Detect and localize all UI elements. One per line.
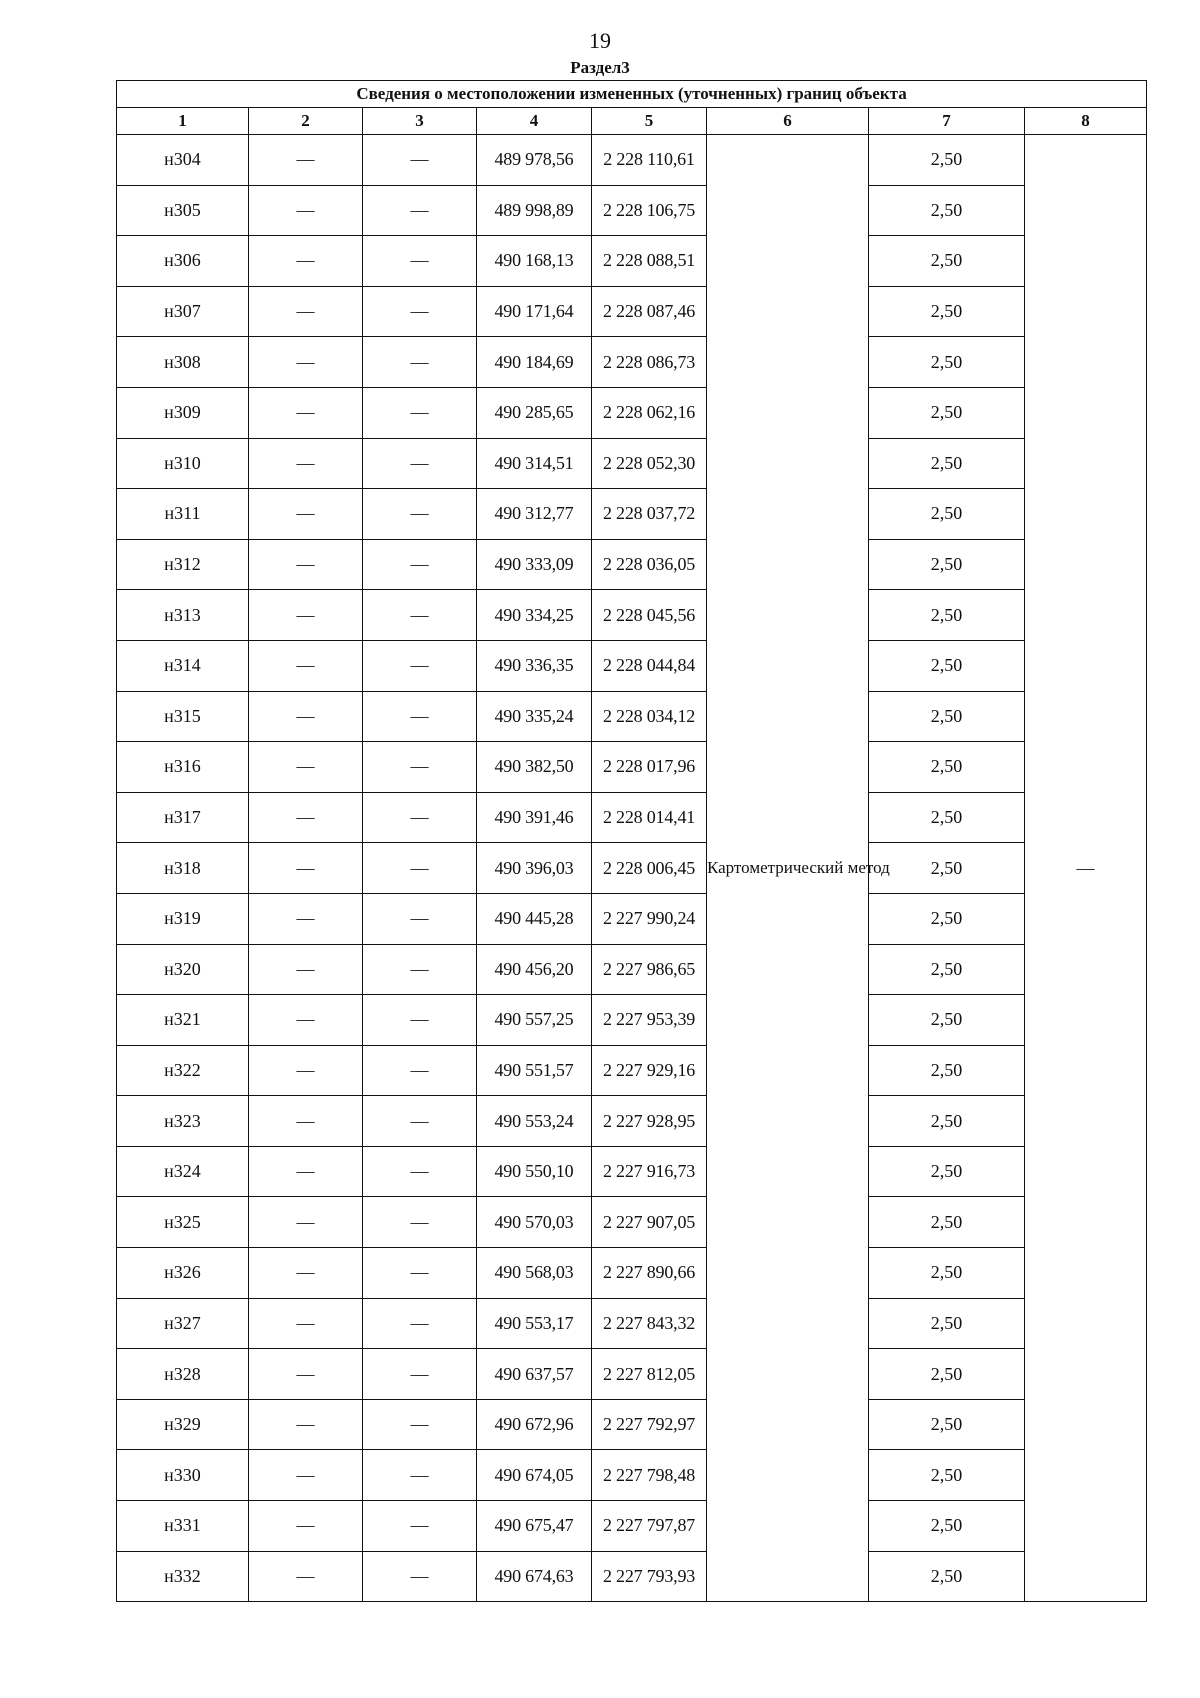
y-coordinate-cell: 2 227 929,16 xyxy=(592,1045,707,1096)
column-3-cell: — xyxy=(363,843,477,894)
y-coordinate-cell: 2 228 062,16 xyxy=(592,387,707,438)
column-3-cell: — xyxy=(363,1450,477,1501)
accuracy-cell: 2,50 xyxy=(869,1501,1025,1552)
point-number-cell: н314 xyxy=(117,640,249,691)
column-2-cell: — xyxy=(249,1349,363,1400)
accuracy-cell: 2,50 xyxy=(869,1197,1025,1248)
table-body xyxy=(117,135,1147,1602)
table-row xyxy=(117,742,1147,793)
table-row xyxy=(117,995,1147,1046)
y-coordinate-cell: 2 227 812,05 xyxy=(592,1349,707,1400)
column-header: 8 xyxy=(1025,108,1147,135)
column-2-cell: — xyxy=(249,236,363,287)
column-2-cell: — xyxy=(249,1450,363,1501)
section-title: Раздел3 xyxy=(570,58,630,77)
column-3-cell: — xyxy=(363,337,477,388)
x-coordinate-cell: 490 285,65 xyxy=(477,387,592,438)
point-number-cell: н320 xyxy=(117,944,249,995)
x-coordinate-cell: 490 550,10 xyxy=(477,1146,592,1197)
table-row xyxy=(117,337,1147,388)
accuracy-cell: 2,50 xyxy=(869,590,1025,641)
y-coordinate-cell: 2 227 798,48 xyxy=(592,1450,707,1501)
y-coordinate-cell: 2 227 990,24 xyxy=(592,893,707,944)
x-coordinate-cell: 489 998,89 xyxy=(477,185,592,236)
x-coordinate-cell: 490 672,96 xyxy=(477,1399,592,1450)
column-2-cell: — xyxy=(249,185,363,236)
point-number-cell: н307 xyxy=(117,286,249,337)
point-number-cell: н323 xyxy=(117,1096,249,1147)
y-coordinate-cell: 2 228 106,75 xyxy=(592,185,707,236)
column-3-cell: — xyxy=(363,236,477,287)
point-number-cell: н324 xyxy=(117,1146,249,1197)
y-coordinate-cell: 2 227 797,87 xyxy=(592,1501,707,1552)
column-3-cell: — xyxy=(363,135,477,186)
column-2-cell: — xyxy=(249,893,363,944)
accuracy-cell: 2,50 xyxy=(869,438,1025,489)
accuracy-cell: 2,50 xyxy=(869,995,1025,1046)
column-header: 6 xyxy=(707,108,869,135)
column-3-cell: — xyxy=(363,185,477,236)
accuracy-cell: 2,50 xyxy=(869,691,1025,742)
column-3-cell: — xyxy=(363,539,477,590)
y-coordinate-cell: 2 227 928,95 xyxy=(592,1096,707,1147)
table-row xyxy=(117,691,1147,742)
column-header: 5 xyxy=(592,108,707,135)
column-3-cell: — xyxy=(363,1045,477,1096)
column-2-cell: — xyxy=(249,792,363,843)
accuracy-cell: 2,50 xyxy=(869,792,1025,843)
x-coordinate-cell: 490 334,25 xyxy=(477,590,592,641)
y-coordinate-cell: 2 227 986,65 xyxy=(592,944,707,995)
accuracy-cell: 2,50 xyxy=(869,742,1025,793)
table-row xyxy=(117,1349,1147,1400)
accuracy-cell: 2,50 xyxy=(869,1045,1025,1096)
column-2-cell: — xyxy=(249,286,363,337)
column-2-cell: — xyxy=(249,843,363,894)
y-coordinate-cell: 2 228 088,51 xyxy=(592,236,707,287)
table-row xyxy=(117,1248,1147,1299)
column-2-cell: — xyxy=(249,1045,363,1096)
point-number-cell: н328 xyxy=(117,1349,249,1400)
column-3-cell: — xyxy=(363,792,477,843)
point-number-cell: н319 xyxy=(117,893,249,944)
table-row xyxy=(117,135,1147,186)
table-row xyxy=(117,286,1147,337)
x-coordinate-cell: 490 557,25 xyxy=(477,995,592,1046)
table-row xyxy=(117,1298,1147,1349)
column-2-cell: — xyxy=(249,944,363,995)
column-header-row xyxy=(117,108,1147,135)
column-3-cell: — xyxy=(363,742,477,793)
table-row xyxy=(117,944,1147,995)
y-coordinate-cell: 2 228 036,05 xyxy=(592,539,707,590)
point-number-cell: н309 xyxy=(117,387,249,438)
x-coordinate-cell: 490 674,63 xyxy=(477,1551,592,1602)
column-3-cell: — xyxy=(363,1501,477,1552)
y-coordinate-cell: 2 228 087,46 xyxy=(592,286,707,337)
column-2-cell: — xyxy=(249,1501,363,1552)
table-row xyxy=(117,539,1147,590)
accuracy-cell: 2,50 xyxy=(869,539,1025,590)
table-row xyxy=(117,236,1147,287)
accuracy-cell: 2,50 xyxy=(869,135,1025,186)
y-coordinate-cell: 2 228 014,41 xyxy=(592,792,707,843)
x-coordinate-cell: 489 978,56 xyxy=(477,135,592,186)
column-2-cell: — xyxy=(249,1298,363,1349)
x-coordinate-cell: 490 312,77 xyxy=(477,489,592,540)
table-row xyxy=(117,387,1147,438)
point-number-cell: н312 xyxy=(117,539,249,590)
point-number-cell: н326 xyxy=(117,1248,249,1299)
table-row xyxy=(117,1146,1147,1197)
y-coordinate-cell: 2 228 037,72 xyxy=(592,489,707,540)
accuracy-cell: 2,50 xyxy=(869,640,1025,691)
y-coordinate-cell: 2 227 953,39 xyxy=(592,995,707,1046)
x-coordinate-cell: 490 333,09 xyxy=(477,539,592,590)
point-number-cell: н317 xyxy=(117,792,249,843)
column-3-cell: — xyxy=(363,691,477,742)
point-number-cell: н315 xyxy=(117,691,249,742)
column-3-cell: — xyxy=(363,387,477,438)
accuracy-cell: 2,50 xyxy=(869,387,1025,438)
column-3-cell: — xyxy=(363,1551,477,1602)
point-number-cell: н311 xyxy=(117,489,249,540)
table-caption-row xyxy=(117,81,1147,108)
y-coordinate-cell: 2 227 890,66 xyxy=(592,1248,707,1299)
column-header: 4 xyxy=(477,108,592,135)
accuracy-cell: 2,50 xyxy=(869,185,1025,236)
accuracy-cell: 2,50 xyxy=(869,1248,1025,1299)
y-coordinate-cell: 2 228 044,84 xyxy=(592,640,707,691)
point-number-cell: н321 xyxy=(117,995,249,1046)
column-2-cell: — xyxy=(249,387,363,438)
accuracy-cell: 2,50 xyxy=(869,1298,1025,1349)
x-coordinate-cell: 490 314,51 xyxy=(477,438,592,489)
x-coordinate-cell: 490 445,28 xyxy=(477,893,592,944)
x-coordinate-cell: 490 553,24 xyxy=(477,1096,592,1147)
y-coordinate-cell: 2 227 792,97 xyxy=(592,1399,707,1450)
point-number-cell: н322 xyxy=(117,1045,249,1096)
table-row xyxy=(117,1501,1147,1552)
column-3-cell: — xyxy=(363,590,477,641)
column-3-cell: — xyxy=(363,995,477,1046)
accuracy-cell: 2,50 xyxy=(869,1096,1025,1147)
column-2-cell: — xyxy=(249,742,363,793)
column-3-cell: — xyxy=(363,1399,477,1450)
column-3-cell: — xyxy=(363,640,477,691)
page-number: 19 xyxy=(589,28,611,53)
column-2-cell: — xyxy=(249,1551,363,1602)
x-coordinate-cell: 490 456,20 xyxy=(477,944,592,995)
x-coordinate-cell: 490 336,35 xyxy=(477,640,592,691)
x-coordinate-cell: 490 553,17 xyxy=(477,1298,592,1349)
column-3-cell: — xyxy=(363,1248,477,1299)
column-3-cell: — xyxy=(363,1349,477,1400)
x-coordinate-cell: 490 551,57 xyxy=(477,1045,592,1096)
y-coordinate-cell: 2 228 086,73 xyxy=(592,337,707,388)
accuracy-cell: 2,50 xyxy=(869,236,1025,287)
point-number-cell: н327 xyxy=(117,1298,249,1349)
x-coordinate-cell: 490 674,05 xyxy=(477,1450,592,1501)
accuracy-cell: 2,50 xyxy=(869,1551,1025,1602)
column-3-cell: — xyxy=(363,438,477,489)
y-coordinate-cell: 2 228 052,30 xyxy=(592,438,707,489)
point-number-cell: н305 xyxy=(117,185,249,236)
point-number-cell: н332 xyxy=(117,1551,249,1602)
column-3-cell: — xyxy=(363,893,477,944)
point-number-cell: н316 xyxy=(117,742,249,793)
table-row xyxy=(117,1551,1147,1602)
table-row xyxy=(117,1450,1147,1501)
point-number-cell: н331 xyxy=(117,1501,249,1552)
accuracy-cell: 2,50 xyxy=(869,1146,1025,1197)
method-cell: Картометрический метод xyxy=(707,135,869,1602)
accuracy-cell: 2,50 xyxy=(869,1349,1025,1400)
y-coordinate-cell: 2 227 907,05 xyxy=(592,1197,707,1248)
y-coordinate-cell: 2 227 843,32 xyxy=(592,1298,707,1349)
x-coordinate-cell: 490 675,47 xyxy=(477,1501,592,1552)
accuracy-cell: 2,50 xyxy=(869,893,1025,944)
y-coordinate-cell: 2 227 793,93 xyxy=(592,1551,707,1602)
x-coordinate-cell: 490 637,57 xyxy=(477,1349,592,1400)
column-2-cell: — xyxy=(249,995,363,1046)
x-coordinate-cell: 490 568,03 xyxy=(477,1248,592,1299)
table-row xyxy=(117,1096,1147,1147)
coordinates-table xyxy=(116,80,1147,1602)
y-coordinate-cell: 2 228 034,12 xyxy=(592,691,707,742)
table-row xyxy=(117,1399,1147,1450)
point-number-cell: н318 xyxy=(117,843,249,894)
column-2-cell: — xyxy=(249,438,363,489)
accuracy-cell: 2,50 xyxy=(869,1399,1025,1450)
table-row xyxy=(117,438,1147,489)
point-number-cell: н330 xyxy=(117,1450,249,1501)
table-row xyxy=(117,792,1147,843)
table-row xyxy=(117,489,1147,540)
point-number-cell: н308 xyxy=(117,337,249,388)
table-row xyxy=(117,640,1147,691)
accuracy-cell: 2,50 xyxy=(869,286,1025,337)
x-coordinate-cell: 490 184,69 xyxy=(477,337,592,388)
column-header: 3 xyxy=(363,108,477,135)
point-number-cell: н306 xyxy=(117,236,249,287)
column-2-cell: — xyxy=(249,489,363,540)
accuracy-cell: 2,50 xyxy=(869,337,1025,388)
x-coordinate-cell: 490 391,46 xyxy=(477,792,592,843)
accuracy-cell: 2,50 xyxy=(869,944,1025,995)
point-number-cell: н329 xyxy=(117,1399,249,1450)
x-coordinate-cell: 490 396,03 xyxy=(477,843,592,894)
accuracy-cell: 2,50 xyxy=(869,1450,1025,1501)
column-2-cell: — xyxy=(249,691,363,742)
column-header: 1 xyxy=(117,108,249,135)
column-3-cell: — xyxy=(363,1096,477,1147)
table-row xyxy=(117,843,1147,894)
table-row xyxy=(117,893,1147,944)
y-coordinate-cell: 2 228 045,56 xyxy=(592,590,707,641)
column-8-cell: — xyxy=(1025,135,1147,1602)
column-2-cell: — xyxy=(249,337,363,388)
column-2-cell: — xyxy=(249,1399,363,1450)
table-row xyxy=(117,185,1147,236)
column-2-cell: — xyxy=(249,1146,363,1197)
column-header: 7 xyxy=(869,108,1025,135)
column-2-cell: — xyxy=(249,1248,363,1299)
accuracy-cell: 2,50 xyxy=(869,843,1025,894)
x-coordinate-cell: 490 171,64 xyxy=(477,286,592,337)
column-3-cell: — xyxy=(363,1298,477,1349)
column-2-cell: — xyxy=(249,135,363,186)
column-2-cell: — xyxy=(249,1096,363,1147)
x-coordinate-cell: 490 382,50 xyxy=(477,742,592,793)
column-3-cell: — xyxy=(363,286,477,337)
column-2-cell: — xyxy=(249,640,363,691)
column-3-cell: — xyxy=(363,944,477,995)
column-2-cell: — xyxy=(249,1197,363,1248)
point-number-cell: н304 xyxy=(117,135,249,186)
column-3-cell: — xyxy=(363,1146,477,1197)
y-coordinate-cell: 2 227 916,73 xyxy=(592,1146,707,1197)
y-coordinate-cell: 2 228 017,96 xyxy=(592,742,707,793)
table-caption: Сведения о местоположении измененных (уточненных) границ объекта xyxy=(117,81,1147,108)
y-coordinate-cell: 2 228 110,61 xyxy=(592,135,707,186)
column-3-cell: — xyxy=(363,1197,477,1248)
column-2-cell: — xyxy=(249,590,363,641)
column-header: 2 xyxy=(249,108,363,135)
x-coordinate-cell: 490 168,13 xyxy=(477,236,592,287)
column-2-cell: — xyxy=(249,539,363,590)
x-coordinate-cell: 490 570,03 xyxy=(477,1197,592,1248)
x-coordinate-cell: 490 335,24 xyxy=(477,691,592,742)
table-row xyxy=(117,1197,1147,1248)
point-number-cell: н310 xyxy=(117,438,249,489)
table-row xyxy=(117,590,1147,641)
point-number-cell: н325 xyxy=(117,1197,249,1248)
y-coordinate-cell: 2 228 006,45 xyxy=(592,843,707,894)
point-number-cell: н313 xyxy=(117,590,249,641)
column-3-cell: — xyxy=(363,489,477,540)
accuracy-cell: 2,50 xyxy=(869,489,1025,540)
table-row xyxy=(117,1045,1147,1096)
